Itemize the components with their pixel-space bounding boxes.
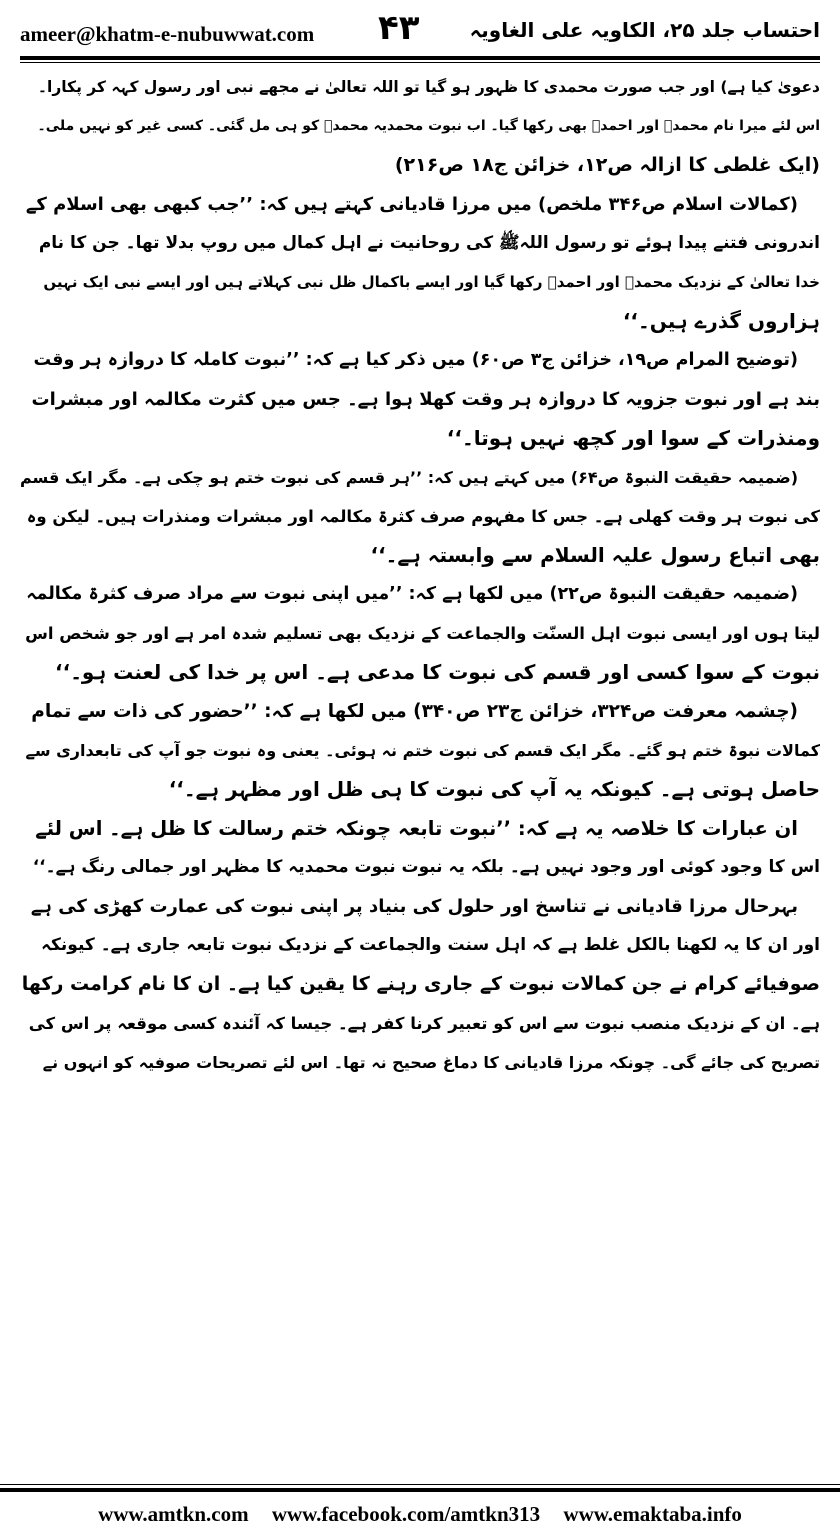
- footer-divider-thick: [0, 1488, 840, 1492]
- page-number: ۴۳: [378, 8, 420, 48]
- footer-divider-thin: [0, 1484, 840, 1485]
- text-line: ومنذرات کے سوا اور کچھ نہیں ہوتا۔‘‘: [446, 426, 820, 450]
- text-line: کمالات نبوۃ ختم ہو گئے۔ مگر ایک قسم کی نبوت ختم نہ ہوئی۔ یعنی وہ نبوت جو آپ کی تابعداری سے: [25, 741, 820, 760]
- footer-link-facebook[interactable]: www.facebook.com/amtkn313: [271, 1502, 541, 1526]
- text-line: دعویٰ کیا ہے) اور جب صورت محمدی کا ظہور ہو گیا تو اللہ تعالیٰ نے مجھے نبی اور رسول کہہ کر پکارا۔: [37, 78, 820, 96]
- page-header: [0, 0, 840, 58]
- text-line: بھی اتباع رسول علیہ السلام سے وابستہ ہے۔‘‘: [370, 543, 820, 567]
- text-line: (ضمیمہ حقیقت النبوۃ ص۲۲) میں لکھا ہے کہ: ’’میں اپنی نبوت سے مراد صرف کثرۃ مکالمہ: [26, 584, 798, 604]
- text-line: ہے۔ ان کے نزدیک منصب نبوت سے اس کو تعبیر کرنا کفر ہے۔ جیسا کہ آئندہ کسی موقعہ پر اس کی: [28, 1014, 820, 1033]
- header-email: ameer@khatm-e-nubuwwat.com: [20, 22, 315, 46]
- text-line: (ضمیمہ حقیقت النبوۃ ص۶۴) میں کہتے ہیں کہ: ’’ہر قسم کی نبوت ختم ہو چکی ہے۔ مگر ایک قسم: [20, 468, 798, 487]
- header-divider-thick: [20, 56, 820, 60]
- text-line: حاصل ہوتی ہے۔ کیونکہ یہ آپ کی نبوت کا ہی ظل اور مظہر ہے۔‘‘: [168, 777, 820, 801]
- page-body: [20, 68, 820, 1478]
- footer-link-emaktaba[interactable]: www.emaktaba.info: [563, 1502, 742, 1526]
- text-line: اس لئے میرا نام محمدؐ اور احمدؐ بھی رکھا گیا۔ اب نبوت محمدیہ محمدؐ کو ہی مل گئی۔ کسی غیر کو نہیں ملی۔: [37, 118, 820, 134]
- page-footer: [0, 1484, 840, 1540]
- text-line: ان عبارات کا خلاصہ یہ ہے کہ: ’’نبوت تابعہ چونکہ ختم رسالت کا ظل ہے۔ اس لئے: [35, 817, 798, 840]
- text-line: (چشمہ معرفت ص۳۲۴، خزائن ج۲۳ ص۳۴۰) میں لکھا ہے کہ: ’’حضور کی ذات سے تمام: [31, 701, 798, 722]
- text-line: اور ان کا یہ لکھنا بالکل غلط ہے کہ اہل سنت والجماعت کے نزدیک نبوت تابعہ جاری ہے۔ کیونکہ: [41, 935, 820, 955]
- text-line: (کمالات اسلام ص۳۴۶ ملخص) میں مرزا قادیانی کہتے ہیں کہ: ’’جب کبھی بھی اسلام کے: [25, 194, 798, 215]
- text-line: اندرونی فتنے پیدا ہوئے تو رسول اللہﷺ کی روحانیت نے اہل کمال میں روپ بدلا تھا۔ جن کا نام: [38, 233, 820, 253]
- text-line: بہرحال مرزا قادیانی نے تناسخ اور حلول کی بنیاد پر اپنی نبوت کی عمارت کھڑی کی ہے: [30, 896, 798, 917]
- header-divider-thin: [20, 62, 820, 63]
- text-line: کی نبوت ہر وقت کھلی ہے۔ جس کا مفہوم صرف کثرۃ مکالمہ اور مبشرات ومنذرات ہیں۔ لیکن وہ: [26, 507, 820, 526]
- text-line: لیتا ہوں اور ایسی نبوت اہل السنّت والجماعت کے نزدیک بھی تسلیم شدہ امر ہے اور جو شخص اس: [25, 624, 820, 643]
- book-title: احتساب جلد ۲۵، الکاویہ علی الغاویہ: [469, 18, 820, 42]
- text-line: اس کا وجود کوئی اور وجود نہیں ہے۔ بلکہ یہ نبوت نبوت محمدیہ کا مظہر اور جمالی رنگ ہے۔‘‘: [32, 857, 820, 877]
- footer-links: [0, 1502, 840, 1527]
- text-line: نبوت کے سوا کسی اور قسم کی نبوت کا مدعی ہے۔ اس پر خدا کی لعنت ہو۔‘‘: [55, 660, 820, 684]
- text-line: بند ہے اور نبوت جزویہ کا دروازہ ہر وقت کھلا ہوا ہے۔ جس میں کثرت مکالمہ اور مبشرات: [31, 389, 820, 410]
- footer-link-amtkn[interactable]: www.amtkn.com: [98, 1502, 249, 1526]
- text-line: خدا تعالیٰ کے نزدیک محمدؐ اور احمدؐ رکھا گیا اور ایسے باکمال ظل نبی کہلاتے ہیں اور ایسے نبی ایک نہیں: [43, 273, 820, 291]
- text-line: (توضیح المرام ص۱۹، خزائن ج۳ ص۶۰) میں ذکر کیا ہے کہ: ’’نبوت کاملہ کا دروازہ ہر وقت: [33, 350, 798, 370]
- text-line: (ایک غلطی کا ازالہ ص۱۲، خزائن ج۱۸ ص۲۱۶): [394, 154, 820, 176]
- text-line: ہزاروں گذرے ہیں۔‘‘: [622, 309, 820, 333]
- text-line: تصریح کی جائے گی۔ چونکہ مرزا قادیانی کا دماغ صحیح نہ تھا۔ اس لئے تصریحات صوفیہ کو انہوں نے: [42, 1053, 820, 1072]
- text-line: صوفیائے کرام نے جن کمالات نبوت کے جاری رہنے کا یقین کیا ہے۔ ان کا نام کرامت رکھا: [21, 973, 820, 995]
